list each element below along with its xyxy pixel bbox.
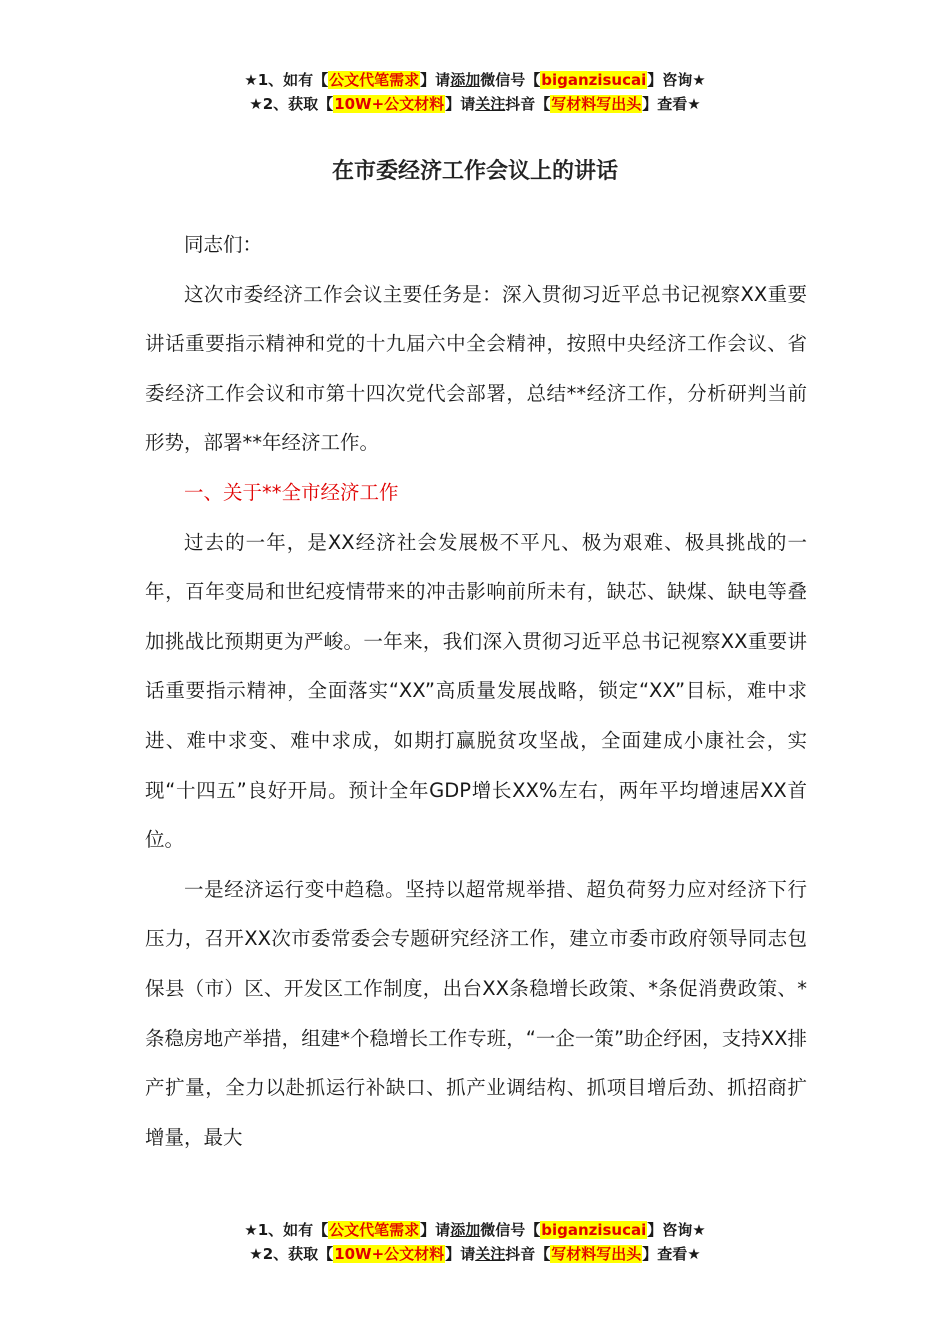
highlight-service: 公文代笔需求 xyxy=(329,1221,420,1239)
promo-line-2: ★2、获取【10W+公文材料】请关注抖音【写材料写出头】查看★ xyxy=(249,95,701,113)
salutation: 同志们： xyxy=(184,233,263,256)
document-body xyxy=(145,220,807,1162)
document-title: 在市委经济工作会议上的讲话 xyxy=(331,159,618,184)
paragraph: 过去的一年，是XX经济社会发展极不平凡、极为艰难、极具挑战的一年，百年变局和世纪疫情带来的冲击影响前所未有，缺芯、缺煤、缺电等叠加挑战比预期更为严峻。一年来，我们深入贯彻习近平总书记视察XX重要讲话重要指示精神，全面落实“XX”高质量发展战略，锁定“XX”目标，难中求进、难中求变、难中求成，如期打赢脱贫攻坚战，全面建成小康社会，实现“十四五”良好开局。预计全年GDP增长XX%左右，两年平均增速居XX首位。 xyxy=(145,530,807,852)
highlight-douyin-id: 写材料写出头 xyxy=(551,95,642,113)
paragraph: 这次市委经济工作会议主要任务是：深入贯彻习近平总书记视察XX重要讲话重要指示精神和党的十九届六中全会精神，按照中央经济工作会议、省委经济工作会议和市第十四次党代会部署，总结**经济工作，分析研判当前形势，部署**年经济工作。 xyxy=(145,282,807,455)
highlight-materials: 10W+公文材料 xyxy=(334,95,445,113)
promo-banner-bottom xyxy=(0,1218,950,1266)
promo-line-1: ★1、如有【公文代笔需求】请添加微信号【biganzisucai】咨询★ xyxy=(244,1221,706,1239)
highlight-materials: 10W+公文材料 xyxy=(334,1245,445,1263)
promo-banner-top xyxy=(0,68,950,116)
highlight-service: 公文代笔需求 xyxy=(329,71,420,89)
highlight-wechat-id: biganzisucai xyxy=(541,1221,647,1239)
promo-line-2: ★2、获取【10W+公文材料】请关注抖音【写材料写出头】查看★ xyxy=(249,1245,701,1263)
section-heading: 一、关于**全市经济工作 xyxy=(184,480,399,504)
paragraph: 一是经济运行变中趋稳。坚持以超常规举措、超负荷努力应对经济下行压力，召开XX次市委常委会专题研究经济工作，建立市委市政府领导同志包保县（市）区、开发区工作制度，出台XX条稳增长政策、*条促消费政策、*条稳房地产举措，组建*个稳增长工作专班，“一企一策”助企纾困，支持XX排产扩量，全力以赴抓运行补缺口、抓产业调结构、抓项目增后劲、抓招商扩增量，最大 xyxy=(145,877,807,1149)
highlight-wechat-id: biganzisucai xyxy=(541,71,647,89)
highlight-douyin-id: 写材料写出头 xyxy=(551,1245,642,1263)
promo-line-1: ★1、如有【公文代笔需求】请添加微信号【biganzisucai】咨询★ xyxy=(244,71,706,89)
